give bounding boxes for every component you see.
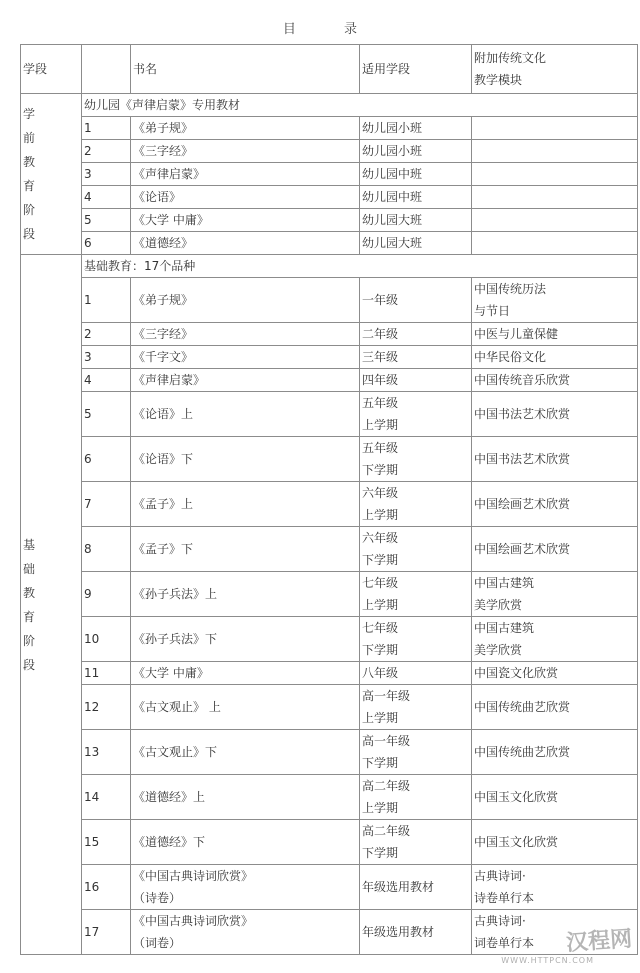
grade-level: 六年级 下学期 [360,527,472,572]
book-title: 《论语》上 [131,392,360,437]
culture-module [472,209,638,232]
table-row [21,232,638,255]
grade-level: 年级选用教材 [360,910,472,955]
row-number: 1 [82,278,131,323]
row-number: 8 [82,527,131,572]
culture-module: 中国玉文化欣赏 [472,775,638,820]
table-row [21,117,638,140]
grade-level: 六年级 上学期 [360,482,472,527]
book-title: 《大学 中庸》 [131,209,360,232]
culture-module [472,232,638,255]
book-title: 《千字文》 [131,346,360,369]
culture-module: 中国传统曲艺欣赏 [472,685,638,730]
preschool-section-row [21,94,638,117]
header-level: 适用学段 [360,45,472,94]
table-row [21,865,638,910]
grade-level: 幼儿园大班 [360,232,472,255]
table-row [21,278,638,323]
book-title: 《孟子》上 [131,482,360,527]
table-row [21,209,638,232]
culture-module: 中国瓷文化欣赏 [472,662,638,685]
book-title: 《大学 中庸》 [131,662,360,685]
culture-module: 中国绘画艺术欣赏 [472,482,638,527]
row-number: 15 [82,820,131,865]
row-number: 13 [82,730,131,775]
book-title: 《声律启蒙》 [131,369,360,392]
book-title: 《古文观止》下 [131,730,360,775]
culture-module: 中医与儿童保健 [472,323,638,346]
row-number: 1 [82,117,131,140]
culture-module: 中华民俗文化 [472,346,638,369]
book-title: 《三字经》 [131,323,360,346]
row-number: 2 [82,323,131,346]
culture-module: 中国古建筑 美学欣赏 [472,617,638,662]
culture-module [472,140,638,163]
basic-section-title: 基础教育：17个品种 [82,255,638,278]
row-number: 4 [82,186,131,209]
table-row [21,820,638,865]
basic-stage-cell [21,255,82,955]
grade-level: 高一年级 上学期 [360,685,472,730]
grade-level: 七年级 下学期 [360,617,472,662]
book-title: 《论语》 [131,186,360,209]
grade-level: 幼儿园中班 [360,186,472,209]
grade-level: 高二年级 下学期 [360,820,472,865]
header-module: 附加传统文化 教学模块 [472,45,638,94]
row-number: 10 [82,617,131,662]
culture-module: 中国书法艺术欣赏 [472,437,638,482]
basic-section-row [21,255,638,278]
book-title: 《中国古典诗词欣赏》 （诗卷） [131,865,360,910]
watermark-url: WWW.HTTPCN.COM [501,956,594,965]
culture-module [472,117,638,140]
row-number: 6 [82,437,131,482]
table-row [21,910,638,955]
culture-module: 古典诗词· 诗卷单行本 [472,865,638,910]
table-row [21,346,638,369]
grade-level: 一年级 [360,278,472,323]
row-number: 7 [82,482,131,527]
book-title: 《孙子兵法》下 [131,617,360,662]
table-row [21,140,638,163]
page-title: 目 录 [282,22,380,37]
watermark-logo: 汉程网 [565,926,633,957]
culture-module [472,186,638,209]
preschool-section-title: 幼儿园《声律启蒙》专用教材 [82,94,638,117]
book-title: 《声律启蒙》 [131,163,360,186]
book-title: 《三字经》 [131,140,360,163]
grade-level: 七年级 上学期 [360,572,472,617]
book-title: 《论语》下 [131,437,360,482]
preschool-stage-label: 学前教育阶段 [23,107,36,241]
row-number: 4 [82,369,131,392]
row-number: 3 [82,346,131,369]
table-row [21,482,638,527]
basic-stage-label: 基础教育阶段 [23,537,36,672]
table-row [21,437,638,482]
row-number: 12 [82,685,131,730]
table-row [21,163,638,186]
row-number: 6 [82,232,131,255]
header-number [82,45,131,94]
table-row [21,617,638,662]
culture-module: 中国传统历法 与节日 [472,278,638,323]
table-row [21,392,638,437]
grade-level: 年级选用教材 [360,865,472,910]
row-number: 16 [82,865,131,910]
preschool-stage-cell [21,94,82,255]
culture-module: 中国古建筑 美学欣赏 [472,572,638,617]
book-title: 《道德经》上 [131,775,360,820]
table-row [21,323,638,346]
header-stage: 学段 [21,45,82,94]
book-title: 《道德经》下 [131,820,360,865]
grade-level: 三年级 [360,346,472,369]
header-row [21,45,638,94]
grade-level: 幼儿园小班 [360,117,472,140]
book-title: 《古文观止》 上 [131,685,360,730]
table-row [21,572,638,617]
table-row [21,775,638,820]
grade-level: 八年级 [360,662,472,685]
book-title: 《中国古典诗词欣赏》 （词卷） [131,910,360,955]
grade-level: 五年级 上学期 [360,392,472,437]
grade-level: 四年级 [360,369,472,392]
row-number: 14 [82,775,131,820]
grade-level: 高一年级 下学期 [360,730,472,775]
table-row [21,527,638,572]
book-title: 《弟子规》 [131,278,360,323]
table-row [21,685,638,730]
row-number: 9 [82,572,131,617]
catalog-table [20,44,638,955]
header-book: 书名 [131,45,360,94]
culture-module: 中国传统音乐欣赏 [472,369,638,392]
row-number: 2 [82,140,131,163]
grade-level: 幼儿园小班 [360,140,472,163]
row-number: 5 [82,392,131,437]
table-row [21,730,638,775]
book-title: 《孙子兵法》上 [131,572,360,617]
culture-module: 中国传统曲艺欣赏 [472,730,638,775]
row-number: 11 [82,662,131,685]
grade-level: 五年级 下学期 [360,437,472,482]
book-title: 《弟子规》 [131,117,360,140]
culture-module: 中国绘画艺术欣赏 [472,527,638,572]
culture-module: 中国玉文化欣赏 [472,820,638,865]
table-row [21,369,638,392]
row-number: 5 [82,209,131,232]
book-title: 《道德经》 [131,232,360,255]
row-number: 17 [82,910,131,955]
grade-level: 二年级 [360,323,472,346]
culture-module: 中国书法艺术欣赏 [472,392,638,437]
grade-level: 高二年级 上学期 [360,775,472,820]
grade-level: 幼儿园中班 [360,163,472,186]
culture-module: 古典诗词· 词卷单行本 [472,910,638,955]
row-number: 3 [82,163,131,186]
table-row [21,662,638,685]
culture-module [472,163,638,186]
book-title: 《孟子》下 [131,527,360,572]
table-row [21,186,638,209]
grade-level: 幼儿园大班 [360,209,472,232]
